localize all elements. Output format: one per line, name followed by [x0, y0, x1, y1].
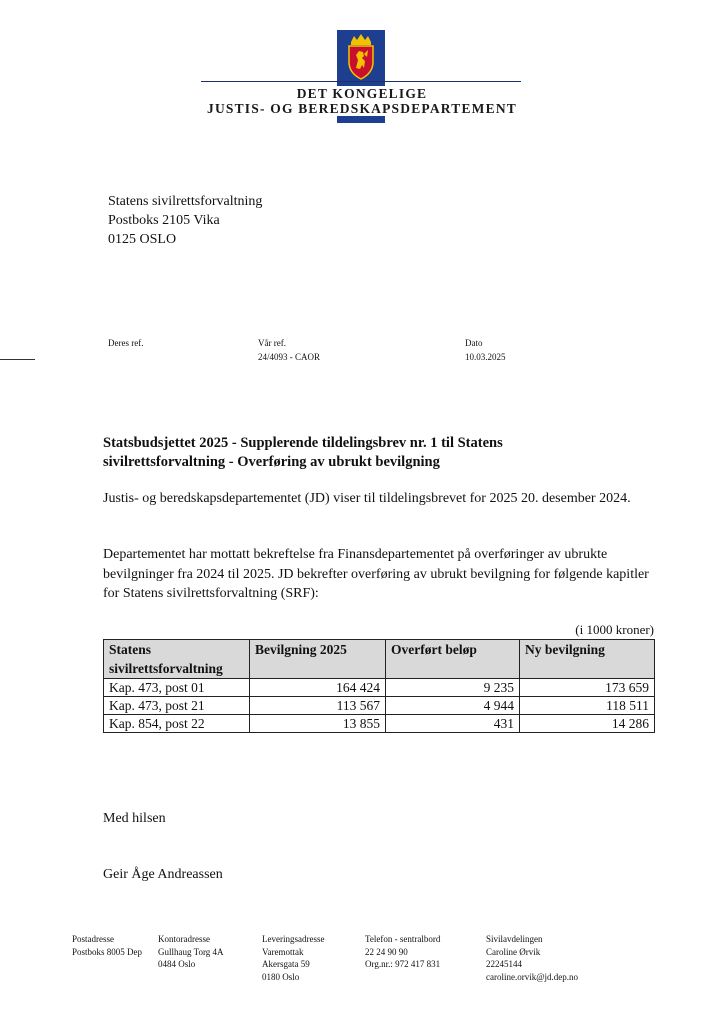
footer-avdeling	[486, 933, 578, 983]
footer-label: Leveringsadresse	[262, 934, 325, 944]
table-cell: Kap. 473, post 21	[104, 697, 250, 715]
table-cell: Kap. 473, post 01	[104, 679, 250, 697]
footer-label: Kontoradresse	[158, 934, 210, 944]
table-unit-note: (i 1000 kroner)	[575, 622, 654, 637]
footer-text: Akersgata 59	[262, 959, 310, 969]
recipient-line: Postboks 2105 Vika	[108, 213, 220, 228]
header-srf: Statens sivilrettsforvaltning	[104, 640, 250, 679]
var-ref	[258, 336, 320, 364]
budget-table	[103, 639, 655, 733]
footer-text: Caroline Ørvik	[486, 946, 541, 957]
recipient-line: 0125 OSLO	[108, 232, 177, 247]
header-bevilgning: Bevilgning 2025	[250, 640, 386, 679]
footer-text: Varemottak	[262, 946, 304, 957]
fold-mark	[0, 359, 35, 360]
ministry-name-line1: DET KONGELIGE	[296, 86, 428, 101]
header-rule	[201, 81, 521, 82]
body-paragraph-1: Justis- og beredskapsdepartementet (JD) viser til tildelingsbrevet for 2025 20. desember 2024.	[103, 491, 631, 506]
recipient-address	[108, 192, 262, 249]
table-header-row	[104, 640, 655, 679]
table-row	[104, 697, 655, 715]
var-ref-label: Vår ref.	[258, 338, 286, 348]
footer-text: Postboks 8005 Dep	[72, 946, 143, 957]
table-cell: 164 424	[250, 679, 386, 697]
table-row	[104, 679, 655, 697]
footer-telefon	[365, 933, 440, 971]
date-label: Dato	[465, 338, 483, 348]
footer-kontoradresse	[158, 933, 224, 971]
coat-of-arms-logo	[337, 30, 385, 86]
footer-text: 0180 Oslo	[262, 971, 300, 982]
table-cell: 13 855	[250, 715, 386, 733]
table-cell: 431	[386, 715, 520, 733]
letter-subject: Statsbudsjettet 2025 - Supplerende tildelingsbrev nr. 1 til Statens sivilrettsforvaltning - Overføring av ubrukt bevilgning	[103, 435, 503, 470]
date-ref	[465, 336, 506, 364]
footer-text: 22245144	[486, 959, 522, 969]
ministry-name-line2: JUSTIS- OG BEREDSKAPSDEPARTEMENT	[207, 101, 517, 116]
closing-greeting: Med hilsen	[103, 811, 166, 826]
footer-email-link[interactable]: caroline.orvik@jd.dep.no	[486, 971, 579, 982]
footer-label: Telefon - sentralbord	[365, 934, 441, 944]
body-paragraph-2: Departementet har mottatt bekreftelse fra Finansdepartementet på overføringer av ubrukte bevilgninger fra 2024 til 2025. JD bekrefter overføring av ubrukt bevilgning for følgende kapitler for Statens sivilrettsforvaltning (SRF):	[103, 547, 649, 601]
footer-text: 22 24 90 90	[365, 946, 408, 957]
table-cell: 173 659	[520, 679, 655, 697]
table-cell: 14 286	[520, 715, 655, 733]
table-cell: 113 567	[250, 697, 386, 715]
footer-postadresse	[72, 933, 142, 958]
footer-leveringsadresse	[262, 933, 324, 983]
header-ny-bevilgning: Ny bevilgning	[520, 640, 655, 679]
footer-text: Org.nr.: 972 417 831	[365, 959, 441, 969]
table-cell: 118 511	[520, 697, 655, 715]
deres-ref	[108, 336, 143, 350]
footer-text: Gullhaug Torg 4A	[158, 946, 224, 957]
header-bar	[337, 116, 385, 123]
table-cell: 9 235	[386, 679, 520, 697]
footer-label: Sivilavdelingen	[486, 934, 543, 944]
signatory-name: Geir Åge Andreassen	[103, 867, 223, 882]
deres-ref-label: Deres ref.	[108, 338, 144, 348]
table-row	[104, 715, 655, 733]
var-ref-value: 24/4093 - CAOR	[258, 352, 321, 362]
recipient-line: Statens sivilrettsforvaltning	[108, 194, 263, 209]
table-cell: Kap. 854, post 22	[104, 715, 250, 733]
footer-text: 0484 Oslo	[158, 959, 196, 969]
date-value: 10.03.2025	[465, 352, 506, 362]
header-overfort: Overført beløp	[386, 640, 520, 679]
table-cell: 4 944	[386, 697, 520, 715]
footer-label: Postadresse	[72, 934, 114, 944]
